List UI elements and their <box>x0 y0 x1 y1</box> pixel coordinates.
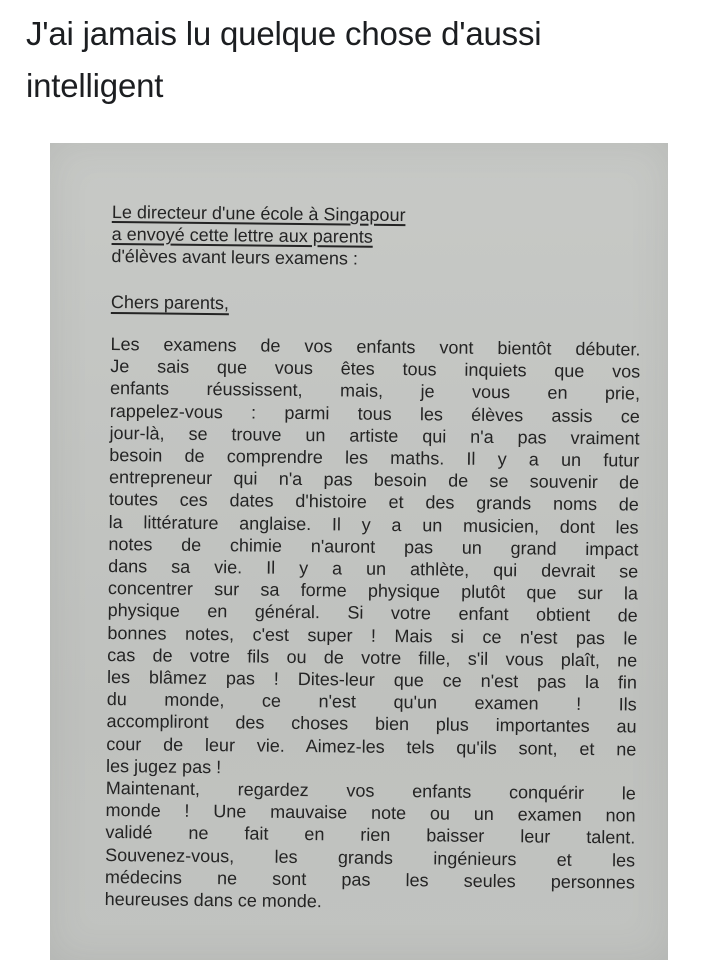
body-line: les jugez pas ! <box>105 755 222 778</box>
body-line: notes de chimie n'auront pas un grand impact <box>108 533 639 560</box>
body-line: bonnes notes, c'est super ! Mais si ce n'est pas le <box>107 622 638 649</box>
body-line: la littérature anglaise. Il y a un musicien, dont les <box>108 511 639 538</box>
body-line: dans sa vie. Il y a un athlète, qui devrait se <box>108 556 639 582</box>
body-line: jour-là, se trouve un artiste qui n'a pas vraiment <box>109 422 640 449</box>
heading-line: d'élèves avant leurs examens : <box>111 245 359 269</box>
body-line: monde ! Une mauvaise note ou un examen non <box>105 800 636 826</box>
letter-text <box>105 201 642 916</box>
body-line: validé ne fait en rien baisser leur talent. <box>105 822 636 848</box>
body-line: rappelez-vous : parmi tous les élèves assis ce <box>109 400 640 427</box>
letter-salutation: Chers parents, <box>110 291 230 314</box>
body-line: concentrer sur sa forme physique plutôt que sur la <box>107 578 639 604</box>
body-line: cas de votre fils ou de votre fille, s'il vous plaît, ne <box>107 644 638 671</box>
body-line: enfants réussissent, mais, je vous en prie, <box>109 378 641 404</box>
body-line: physique en général. Si votre enfant obtient de <box>107 600 638 626</box>
body-line: heureuses dans ce monde. <box>104 889 322 912</box>
body-line: cour de leur vie. Aimez-les tels qu'ils sont, et ne <box>106 733 637 760</box>
letter-photo <box>50 143 668 960</box>
body-line: Souvenez-vous, les grands ingénieurs et les <box>105 844 636 871</box>
body-line: médecins ne sont pas les seules personnes <box>104 866 635 893</box>
heading-line: Le directeur d'une école à Singapour <box>111 201 406 226</box>
heading-line: a envoyé cette lettre aux parents <box>111 223 373 247</box>
body-line: les blâmez pas ! Dites-leur que ce n'est pas la fin <box>106 667 638 693</box>
body-line: du monde, ce n'est qu'un examen ! Ils <box>106 689 637 715</box>
body-line: entrepreneur qui n'a pas besoin de se souvenir de <box>109 467 640 493</box>
body-line: Les examens de vos enfants vont bientôt débuter. <box>110 333 641 360</box>
body-line: besoin de comprendre les maths. Il y a un futur <box>109 445 640 471</box>
body-line: Maintenant, regardez vos enfants conquérir le <box>105 778 636 804</box>
post-caption: J'ai jamais lu quelque chose d'aussi intelligent <box>26 15 542 104</box>
body-line: toutes ces dates d'histoire et des grands noms de <box>108 489 639 515</box>
body-line: Je sais que vous êtes tous inquiets que vos <box>110 356 641 382</box>
letter-heading <box>111 201 452 271</box>
letter-body <box>105 333 641 916</box>
body-line: accompliront des choses bien plus importantes au <box>106 711 637 737</box>
